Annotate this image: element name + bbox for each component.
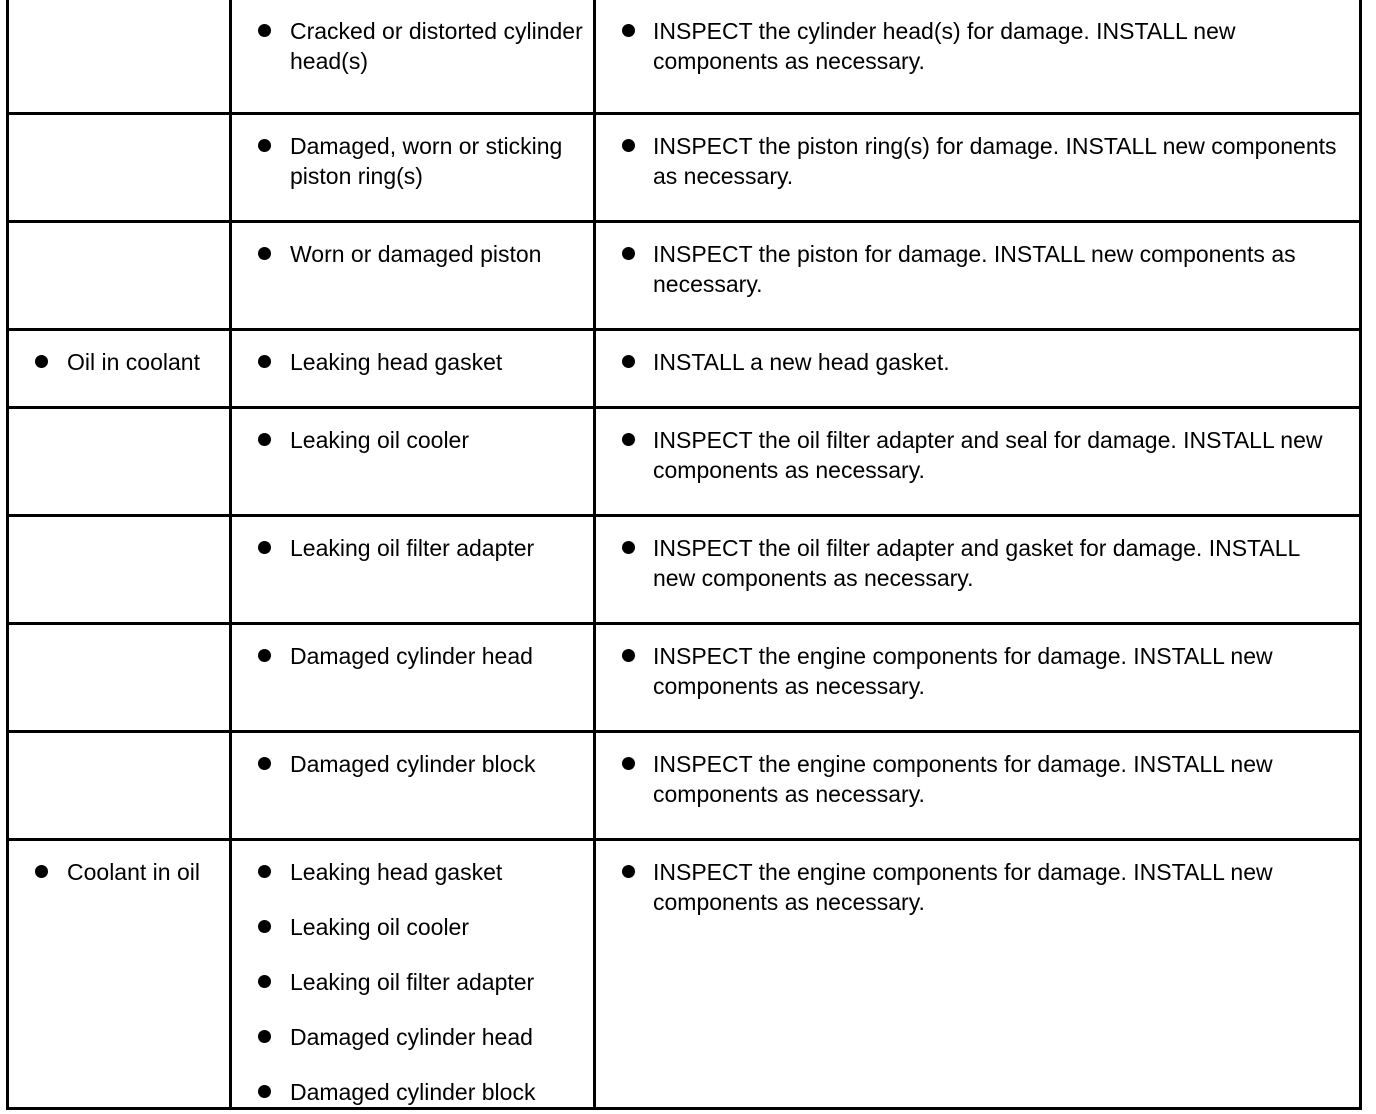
action-cell [595,731,1361,839]
action-cell [595,329,1361,407]
condition-cell [8,0,231,113]
bullet-icon [258,975,271,988]
action-item: INSPECT the engine components for damage. INSTALL new components as necessary. [596,641,1359,701]
table-row [8,221,1361,329]
cause-item: Leaking oil cooler [232,425,593,455]
action-item: INSPECT the oil filter adapter and seal for damage. INSTALL new components as necessary. [596,425,1359,485]
action-cell [595,839,1361,1108]
condition-cell [8,113,231,221]
action-item: INSTALL a new head gasket. [596,347,1359,377]
condition-cell [8,221,231,329]
cause-item: Worn or damaged piston [232,239,593,269]
action-cell [595,407,1361,515]
table-row [8,515,1361,623]
action-item: INSPECT the cylinder head(s) for damage. INSTALL new components as necessary. [596,16,1359,76]
bullet-icon [35,355,48,368]
bullet-icon [622,355,635,368]
bullet-icon [622,541,635,554]
action-cell [595,515,1361,623]
bullet-icon [622,433,635,446]
condition-item: Coolant in oil [9,857,229,887]
bullet-icon [622,757,635,770]
cause-cell [231,0,595,113]
cause-item: Damaged, worn or sticking piston ring(s) [232,131,593,191]
diagnosis-table [6,0,1362,1110]
bullet-icon [258,920,271,933]
bullet-icon [258,541,271,554]
bullet-icon [258,247,271,260]
bullet-icon [622,24,635,37]
cause-item: Leaking head gasket [232,347,593,377]
cause-item: Leaking head gasket [232,857,593,887]
condition-cell [8,839,231,1108]
cause-item: Leaking oil filter adapter [232,533,593,563]
action-cell [595,623,1361,731]
action-item: INSPECT the piston ring(s) for damage. INSTALL new components as necessary. [596,131,1359,191]
bullet-icon [35,865,48,878]
cause-cell [231,113,595,221]
bullet-icon [258,1085,271,1098]
action-cell [595,221,1361,329]
condition-cell [8,407,231,515]
cause-cell [231,407,595,515]
cause-cell [231,329,595,407]
cause-cell [231,221,595,329]
condition-cell [8,731,231,839]
bullet-icon [622,865,635,878]
cause-item: Cracked or distorted cylinder head(s) [232,16,593,76]
table-row [8,407,1361,515]
cause-cell [231,731,595,839]
table-row [8,0,1361,113]
cause-item: Damaged cylinder head [232,1022,593,1052]
condition-cell [8,623,231,731]
bullet-icon [258,649,271,662]
action-item: INSPECT the engine components for damage. INSTALL new components as necessary. [596,857,1359,917]
table-row [8,113,1361,221]
bullet-icon [258,865,271,878]
action-cell [595,113,1361,221]
condition-cell [8,329,231,407]
condition-cell [8,515,231,623]
action-cell [595,0,1361,113]
action-item: INSPECT the oil filter adapter and gasket for damage. INSTALL new components as necessary. [596,533,1359,593]
cause-item: Leaking oil cooler [232,912,593,942]
cause-item: Damaged cylinder block [232,1077,593,1107]
bullet-icon [622,139,635,152]
condition-item: Oil in coolant [9,347,229,377]
table-row [8,731,1361,839]
action-item: INSPECT the piston for damage. INSTALL new components as necessary. [596,239,1359,299]
bullet-icon [622,649,635,662]
bullet-icon [622,247,635,260]
cause-cell [231,515,595,623]
cause-item: Leaking oil filter adapter [232,967,593,997]
cause-cell [231,623,595,731]
bullet-icon [258,355,271,368]
bullet-icon [258,24,271,37]
cause-cell [231,839,595,1108]
table-row [8,329,1361,407]
cause-item: Damaged cylinder head [232,641,593,671]
table-row [8,623,1361,731]
bullet-icon [258,433,271,446]
action-item: INSPECT the engine components for damage. INSTALL new components as necessary. [596,749,1359,809]
bullet-icon [258,139,271,152]
bullet-icon [258,1030,271,1043]
bullet-icon [258,757,271,770]
table-row [8,839,1361,1108]
cause-item: Damaged cylinder block [232,749,593,779]
